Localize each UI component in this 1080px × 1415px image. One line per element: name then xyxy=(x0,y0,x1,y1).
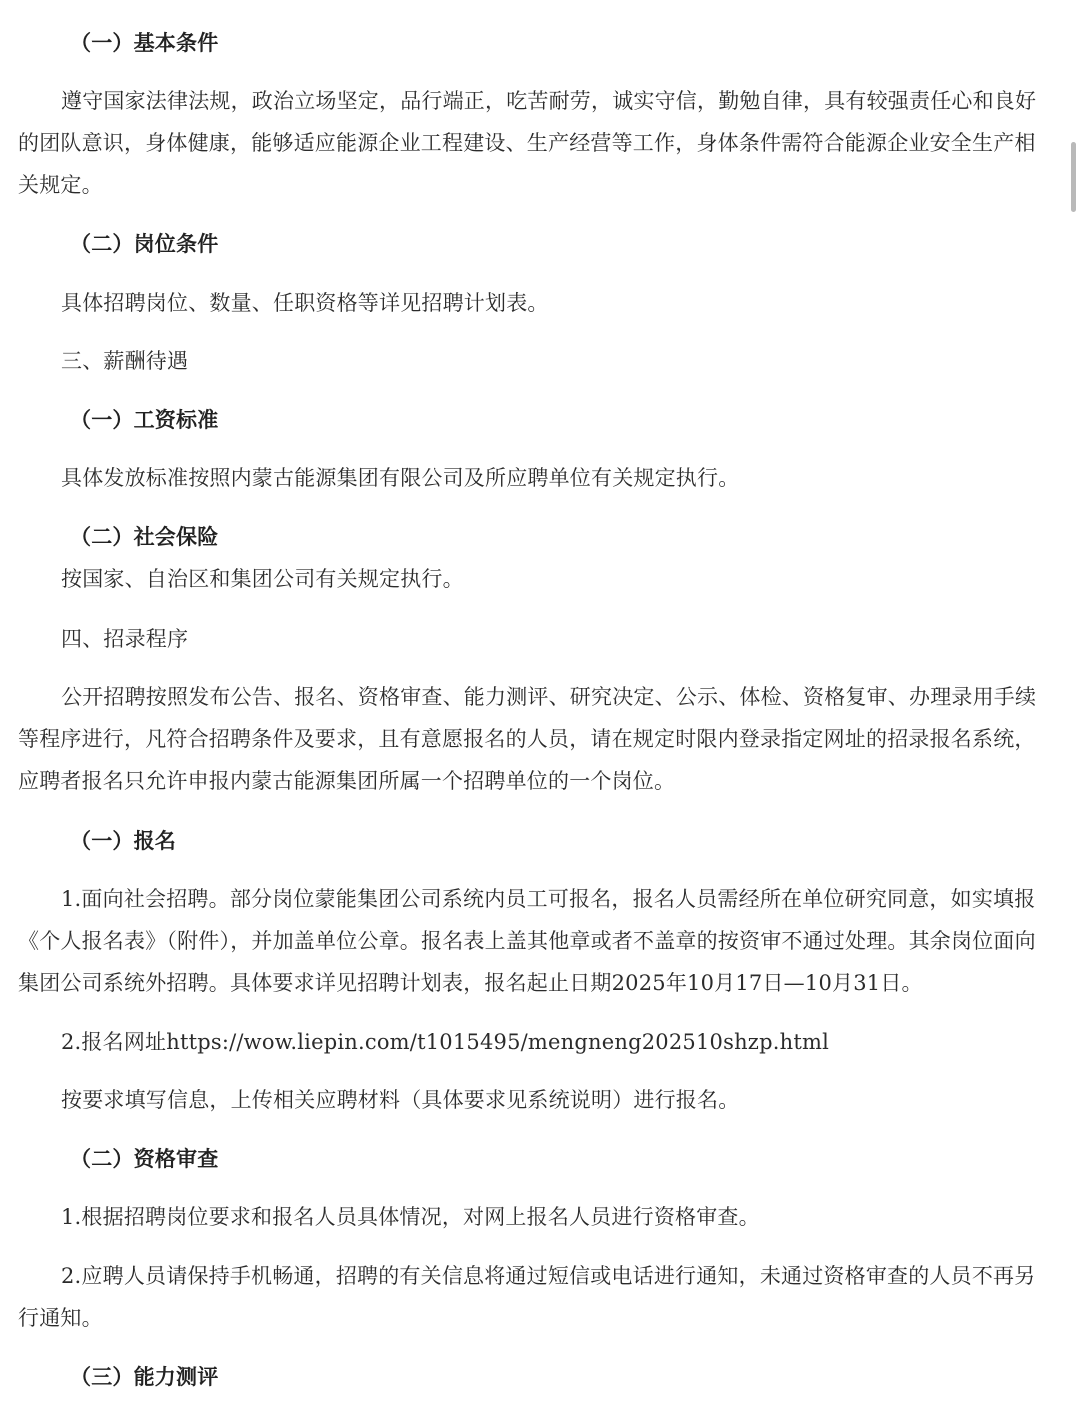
paragraph-post-conditions: 具体招聘岗位、数量、任职资格等详见招聘计划表。 xyxy=(61,291,549,315)
heading-qualification-review: （二）资格审查 xyxy=(70,1146,219,1171)
heading-ability-assessment: （三）能力测评 xyxy=(70,1364,219,1389)
section-recruitment-procedure: 四、招录程序 xyxy=(61,627,189,651)
paragraph-recruitment-procedure: 公开招聘按照发布公告、报名、资格审查、能力测评、研究决定、公示、体检、资格复审、办理录用手续等程序进行，凡符合招聘条件及要求，且有意愿报名的人员，请在规定时限内登录指定网址的招录报名系统，应聘者报名只允许申报内蒙古能源集团所属一个招聘单位的一个岗位。 xyxy=(18,685,1037,793)
heading-social-insurance: （二）社会保险 xyxy=(70,524,219,549)
paragraph-signup-url: 2.报名网址https://wow.liepin.com/t1015495/mengneng202510shzp.html xyxy=(61,1030,829,1054)
heading-wage-standard: （一）工资标准 xyxy=(70,407,219,432)
paragraph-basic-conditions: 遵守国家法律法规，政治立场坚定，品行端正，吃苦耐劳，诚实守信，勤勉自律，具有较强责任心和良好的团队意识，身体健康，能够适应能源企业工程建设、生产经营等工作，身体条件需符合能源企业安全生产相关规定。 xyxy=(18,89,1037,197)
paragraph-review-1: 1.根据招聘岗位要求和报名人员具体情况，对网上报名人员进行资格审查。 xyxy=(61,1205,760,1229)
paragraph-signup-1: 1.面向社会招聘。部分岗位蒙能集团公司系统内员工可报名，报名人员需经所在单位研究同意，如实填报《个人报名表》（附件），并加盖单位公章。报名表上盖其他章或者不盖章的按资审不通过处理。其余岗位面向集团公司系统外招聘。具体要求详见招聘计划表，报名起止日期2025年10月17日—10月31日。 xyxy=(18,887,1036,995)
heading-basic-conditions: （一）基本条件 xyxy=(70,30,219,55)
paragraph-wage-standard: 具体发放标准按照内蒙古能源集团有限公司及所应聘单位有关规定执行。 xyxy=(61,466,740,490)
paragraph-review-2: 2.应聘人员请保持手机畅通，招聘的有关信息将通过短信或电话进行通知，未通过资格审查的人员不再另行通知。 xyxy=(18,1264,1036,1330)
paragraph-social-insurance: 按国家、自治区和集团公司有关规定执行。 xyxy=(61,567,464,591)
section-salary-benefits: 三、薪酬待遇 xyxy=(61,349,189,373)
paragraph-signup-3: 按要求填写信息，上传相关应聘材料（具体要求见系统说明）进行报名。 xyxy=(61,1088,740,1112)
heading-post-conditions: （二）岗位条件 xyxy=(70,231,219,256)
vertical-scrollbar[interactable] xyxy=(1071,142,1076,212)
heading-signup: （一）报名 xyxy=(70,828,176,853)
